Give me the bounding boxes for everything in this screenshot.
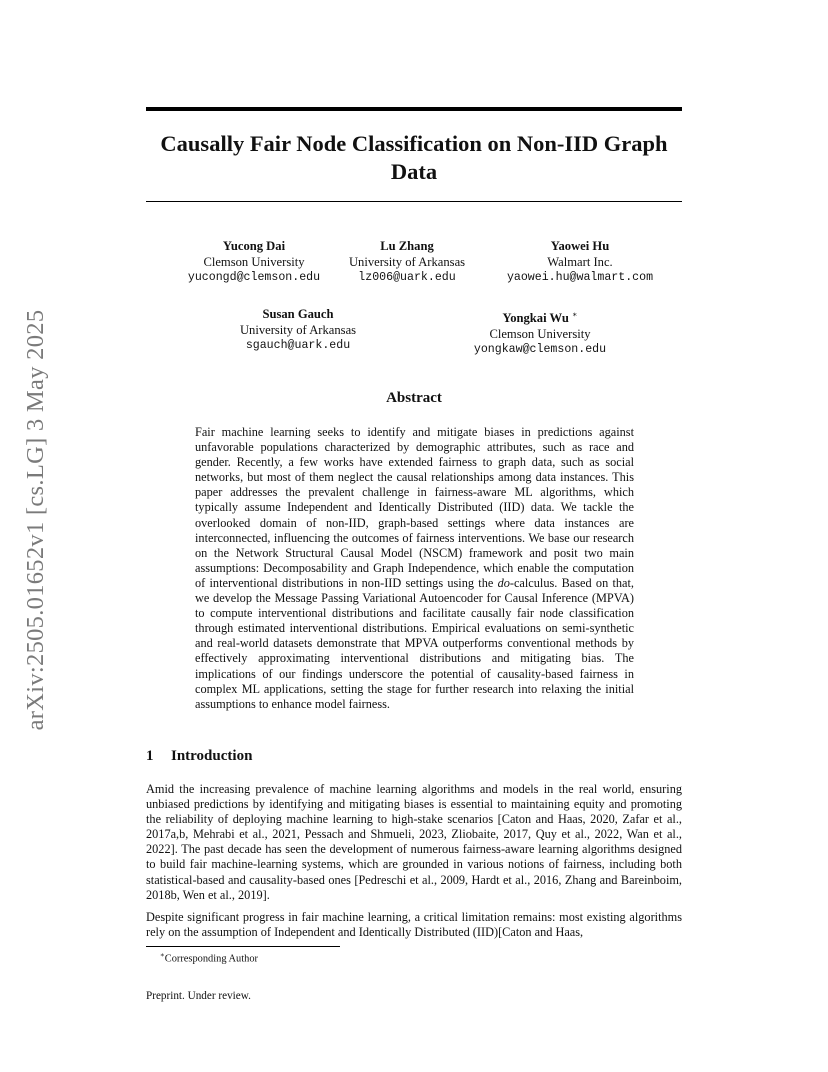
author-block — [425, 307, 655, 358]
author-name: Yaowei Hu — [550, 239, 610, 253]
section-number: 1 — [146, 748, 154, 764]
footnote-rule — [146, 946, 340, 947]
abstract-text: Fair machine learning seeks to identify and mitigate biases in predictions against unfavorable populations characterized by demographic attributes, such as race and gender. Recently, a few works have extended fairness to graph data, such as social networks, but most of them neglect the causal relationships among data instances. This paper addresses the prevalent challenge in fairness-aware ML algorithms, which typically assume Independent and Identically Distributed (IID) data. We tackle the overlooked domain of non-IID, graph-based settings where data instances are interconnected, influencing the outcomes of fairness interventions. We base our research on the Network Structural Causal Model (NSCM) framework and posit two main assumptions: Decomposability and Graph Independence, which enable the computation of interventional distributions in non-IID settings using the do-calculus. Based on that, we develop the Message Passing Variational Autoencoder for Causal Inference (MPVA) to compute interventional distributions and facilitate causally fair node classification through estimated interventional distributions. Empirical evaluations on semi-synthetic and real-world datasets demonstrate that MPVA outperforms conventional methods by effectively approximating interventional distributions and mitigating bias. The implications of our findings underscore the potential of causality-based fairness in complex ML applications, setting the stage for further research into relaxing the initial assumptions to enhance model fairness. — [195, 425, 634, 711]
author-block — [198, 307, 398, 354]
do-calculus-term: do — [497, 575, 510, 590]
author-name: Lu Zhang — [380, 239, 434, 253]
author-block — [460, 239, 700, 286]
author-email[interactable]: yongkaw@clemson.edu — [473, 343, 607, 357]
author-email[interactable]: yucongd@clemson.edu — [187, 271, 321, 284]
author-email[interactable]: lz006@uark.edu — [358, 271, 456, 284]
author-affiliation: University of Arkansas — [239, 322, 357, 337]
title-bottom-rule — [146, 201, 682, 202]
body-paragraph: Amid the increasing prevalence of machine learning algorithms and models in the real world, ensuring unbiased predictions by identifying and mitigating biases is essential to maintaining equity and promoting the reliability of deploying machine learning to high-stake scenarios [Caton and Haas, 2020, Zafar et al., 2017a,b, Mehrabi et al., 2021, Pessach and Shmueli, 2023, Zliobaite, 2017, Quy et al., 2022, Wan et al., 2022]. The past decade has seen the development of numerous fairness-aware learning algorithms designed to build fair machine-learning systems, which are grounded in various notions of fairness, including both statistical-based and causality-based ones [Pedreschi et al., 2009, Hardt et al., 2016, Zhang and Bareinboim, 2018b, Wen et al., 2019]. — [146, 782, 682, 902]
author-email[interactable]: yaowei.hu@walmart.com — [506, 271, 654, 284]
section-title: Introduction — [171, 748, 253, 764]
author-affiliation: Clemson University — [489, 326, 591, 341]
section-heading — [146, 748, 252, 765]
paper-title: Causally Fair Node Classification on Non-IID Graph Data — [160, 131, 668, 184]
author-name: Susan Gauch — [262, 307, 334, 321]
author-name: Yongkai Wu ∗ — [502, 310, 578, 326]
author-email[interactable]: sgauch@uark.edu — [245, 339, 351, 352]
arxiv-sidebar-stamp: arXiv:2505.01652v1 [cs.LG] 3 May 2025 — [22, 309, 49, 731]
footnote-mark: ∗ — [160, 951, 165, 959]
author-name: Yucong Dai — [222, 239, 286, 253]
footnote-text: Corresponding Author — [164, 953, 258, 965]
footnote — [160, 951, 258, 964]
preprint-notice: Preprint. Under review. — [146, 990, 251, 1002]
author-affiliation: Clemson University — [203, 254, 305, 269]
author-affiliation: Walmart Inc. — [547, 254, 613, 269]
body-paragraph: Despite significant progress in fair machine learning, a critical limitation remains: most existing algorithms rely on the assumption of Independent and Identically Distributed (IID)[Caton and Haas, — [146, 910, 682, 940]
abstract-heading: Abstract — [386, 390, 442, 406]
author-affiliation: University of Arkansas — [348, 254, 466, 269]
corresponding-author-mark: ∗ — [572, 310, 578, 319]
title-top-rule — [146, 107, 682, 111]
